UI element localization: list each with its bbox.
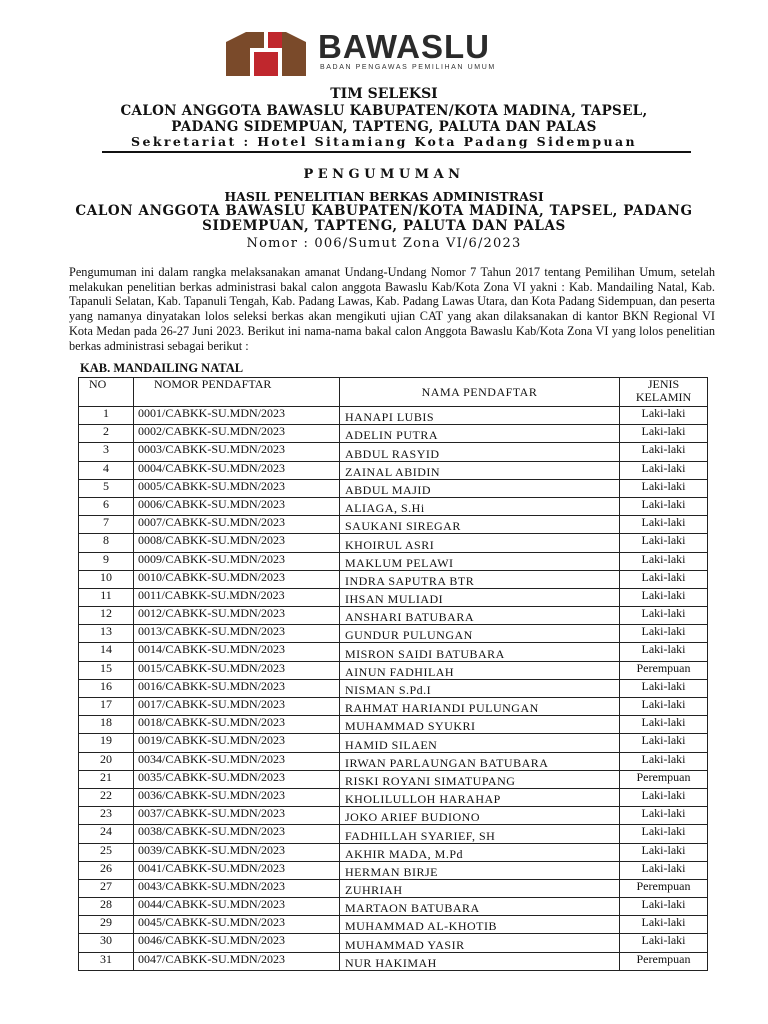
gender: Laki-laki — [620, 861, 708, 879]
applicant-name: KHOLILULLOH HARAHAP — [340, 788, 620, 806]
registration-number: 0036/CABKK-SU.MDN/2023 — [134, 788, 340, 806]
section-title: KAB. MANDAILING NATAL — [80, 361, 244, 375]
table-row — [79, 716, 708, 734]
applicant-name: ZUHRIAH — [340, 879, 620, 897]
row-number: 4 — [79, 461, 134, 479]
table-row — [79, 843, 708, 861]
row-number: 27 — [79, 879, 134, 897]
registration-number: 0046/CABKK-SU.MDN/2023 — [134, 934, 340, 952]
table-row — [79, 552, 708, 570]
gender: Perempuan — [620, 770, 708, 788]
registration-number: 0043/CABKK-SU.MDN/2023 — [134, 879, 340, 897]
gender: Laki-laki — [620, 588, 708, 606]
row-number: 29 — [79, 916, 134, 934]
gender: Laki-laki — [620, 752, 708, 770]
applicant-name: MUHAMMAD YASIR — [340, 934, 620, 952]
row-number: 24 — [79, 825, 134, 843]
bawaslu-logo — [222, 26, 562, 80]
row-number: 8 — [79, 534, 134, 552]
registration-number: 0006/CABKK-SU.MDN/2023 — [134, 497, 340, 515]
applicant-name: ABDUL RASYID — [340, 443, 620, 461]
registration-number: 0045/CABKK-SU.MDN/2023 — [134, 916, 340, 934]
table-row — [79, 861, 708, 879]
applicant-name: MISRON SAIDI BATUBARA — [340, 643, 620, 661]
row-number: 13 — [79, 625, 134, 643]
registration-number: 0017/CABKK-SU.MDN/2023 — [134, 698, 340, 716]
gender: Laki-laki — [620, 934, 708, 952]
gender: Laki-laki — [620, 534, 708, 552]
gender: Perempuan — [620, 879, 708, 897]
gender: Laki-laki — [620, 479, 708, 497]
table-row — [79, 643, 708, 661]
gender: Laki-laki — [620, 716, 708, 734]
table-row — [79, 607, 708, 625]
applicant-name: HERMAN BIRJE — [340, 861, 620, 879]
table-row — [79, 934, 708, 952]
applicant-name: ADELIN PUTRA — [340, 425, 620, 443]
row-number: 2 — [79, 425, 134, 443]
gender: Laki-laki — [620, 916, 708, 934]
table-row — [79, 898, 708, 916]
applicant-name: MUHAMMAD AL-KHOTIB — [340, 916, 620, 934]
applicant-name: INDRA SAPUTRA BTR — [340, 570, 620, 588]
gender: Laki-laki — [620, 843, 708, 861]
header-no: NO — [79, 378, 134, 407]
header-secretariat: Sekretariat : Hotel Sitamiang Kota Padang Sidempuan — [131, 134, 637, 149]
header-committee-line1: CALON ANGGOTA BAWASLU KABUPATEN/KOTA MADINA, TAPSEL, — [120, 103, 648, 119]
announcement-subtitle-2: CALON ANGGOTA BAWASLU KABUPATEN/KOTA MADINA, TAPSEL, PADANG — [75, 203, 693, 219]
registration-number: 0019/CABKK-SU.MDN/2023 — [134, 734, 340, 752]
applicant-name: MUHAMMAD SYUKRI — [340, 716, 620, 734]
gender: Laki-laki — [620, 698, 708, 716]
row-number: 5 — [79, 479, 134, 497]
applicant-name: HAMID SILAEN — [340, 734, 620, 752]
header-divider — [102, 151, 691, 153]
gender: Laki-laki — [620, 607, 708, 625]
gender: Laki-laki — [620, 625, 708, 643]
row-number: 12 — [79, 607, 134, 625]
gender: Laki-laki — [620, 407, 708, 425]
announcement-subtitle-1: HASIL PENELITIAN BERKAS ADMINISTRASI — [224, 189, 544, 204]
table-row — [79, 461, 708, 479]
row-number: 21 — [79, 770, 134, 788]
applicant-name: MARTAON BATUBARA — [340, 898, 620, 916]
announcement-title: PENGUMUMAN — [303, 167, 465, 182]
row-number: 7 — [79, 516, 134, 534]
row-number: 18 — [79, 716, 134, 734]
row-number: 30 — [79, 934, 134, 952]
table-row — [79, 807, 708, 825]
row-number: 15 — [79, 661, 134, 679]
registration-number: 0004/CABKK-SU.MDN/2023 — [134, 461, 340, 479]
applicant-name: SAUKANI SIREGAR — [340, 516, 620, 534]
row-number: 9 — [79, 552, 134, 570]
row-number: 31 — [79, 952, 134, 970]
applicant-name: MAKLUM PELAWI — [340, 552, 620, 570]
table-row — [79, 952, 708, 970]
header-committee-line2: PADANG SIDEMPUAN, TAPTENG, PALUTA DAN PALAS — [171, 119, 597, 135]
table-row — [79, 788, 708, 806]
applicant-table — [78, 377, 708, 971]
registration-number: 0013/CABKK-SU.MDN/2023 — [134, 625, 340, 643]
gender: Laki-laki — [620, 679, 708, 697]
table-row — [79, 497, 708, 515]
row-number: 22 — [79, 788, 134, 806]
row-number: 10 — [79, 570, 134, 588]
registration-number: 0044/CABKK-SU.MDN/2023 — [134, 898, 340, 916]
logo-wordmark: BAWASLU — [318, 28, 490, 65]
table-row — [79, 661, 708, 679]
table-row — [79, 879, 708, 897]
applicant-name: AKHIR MADA, M.Pd — [340, 843, 620, 861]
registration-number: 0011/CABKK-SU.MDN/2023 — [134, 588, 340, 606]
registration-number: 0010/CABKK-SU.MDN/2023 — [134, 570, 340, 588]
row-number: 16 — [79, 679, 134, 697]
table-row — [79, 407, 708, 425]
table-row — [79, 734, 708, 752]
applicant-name: HANAPI LUBIS — [340, 407, 620, 425]
registration-number: 0009/CABKK-SU.MDN/2023 — [134, 552, 340, 570]
applicant-name: KHOIRUL ASRI — [340, 534, 620, 552]
row-number: 19 — [79, 734, 134, 752]
row-number: 14 — [79, 643, 134, 661]
announcement-subtitle-3: SIDEMPUAN, TAPTENG, PALUTA DAN PALAS — [202, 218, 566, 234]
registration-number: 0035/CABKK-SU.MDN/2023 — [134, 770, 340, 788]
registration-number: 0016/CABKK-SU.MDN/2023 — [134, 679, 340, 697]
applicant-name: NUR HAKIMAH — [340, 952, 620, 970]
row-number: 28 — [79, 898, 134, 916]
applicant-name: FADHILLAH SYARIEF, SH — [340, 825, 620, 843]
table-row — [79, 534, 708, 552]
gender: Laki-laki — [620, 643, 708, 661]
applicant-name: ABDUL MAJID — [340, 479, 620, 497]
applicant-name: AINUN FADHILAH — [340, 661, 620, 679]
table-row — [79, 916, 708, 934]
row-number: 20 — [79, 752, 134, 770]
gender: Laki-laki — [620, 497, 708, 515]
applicant-name: ZAINAL ABIDIN — [340, 461, 620, 479]
table-row — [79, 679, 708, 697]
table-row — [79, 770, 708, 788]
row-number: 3 — [79, 443, 134, 461]
registration-number: 0037/CABKK-SU.MDN/2023 — [134, 807, 340, 825]
registration-number: 0015/CABKK-SU.MDN/2023 — [134, 661, 340, 679]
table-row — [79, 588, 708, 606]
announcement-number: Nomor : 006/Sumut Zona VI/6/2023 — [246, 236, 522, 251]
gender: Laki-laki — [620, 825, 708, 843]
intro-paragraph: Pengumuman ini dalam rangka melaksanakan amanat Undang-Undang Nomor 7 Tahun 2017 tentang Pemilihan Umum, setelah melakukan penelitian berkas administrasi bakal calon anggota Bawaslu Kab/Kota Zona VI yakni : Kab. Mandailing Natal, Kab. Tapanuli Selatan, Kab. Tapanuli Tengah, Kab. Padang Lawas, Kab. Padang Lawas Utara, dan Kota Padang Sidempuan, dan peserta yang namanya dinyatakan lolos seleksi berkas akan mengikuti ujian CAT yang akan dilaksanakan di kantor BKN Regional VI Kota Medan pada 26-27 Juni 2023. Berikut ini nama-nama bakal calon Anggota Bawaslu Kab/Kota Zona VI yang lolos penelitian berkas administrasi sebagai berikut : — [69, 265, 715, 353]
registration-number: 0001/CABKK-SU.MDN/2023 — [134, 407, 340, 425]
applicant-name: NISMAN S.Pd.I — [340, 679, 620, 697]
registration-number: 0014/CABKK-SU.MDN/2023 — [134, 643, 340, 661]
row-number: 11 — [79, 588, 134, 606]
table-row — [79, 625, 708, 643]
bawaslu-emblem-icon — [224, 28, 308, 78]
registration-number: 0038/CABKK-SU.MDN/2023 — [134, 825, 340, 843]
table-body — [79, 407, 708, 971]
applicant-name: RAHMAT HARIANDI PULUNGAN — [340, 698, 620, 716]
registration-number: 0018/CABKK-SU.MDN/2023 — [134, 716, 340, 734]
row-number: 26 — [79, 861, 134, 879]
gender: Laki-laki — [620, 807, 708, 825]
gender: Perempuan — [620, 952, 708, 970]
gender: Laki-laki — [620, 552, 708, 570]
row-number: 17 — [79, 698, 134, 716]
row-number: 6 — [79, 497, 134, 515]
row-number: 25 — [79, 843, 134, 861]
table-row — [79, 752, 708, 770]
gender: Laki-laki — [620, 425, 708, 443]
table-row — [79, 516, 708, 534]
header-title: TIM SELEKSI — [330, 86, 438, 102]
gender: Laki-laki — [620, 516, 708, 534]
table-row — [79, 825, 708, 843]
registration-number: 0005/CABKK-SU.MDN/2023 — [134, 479, 340, 497]
gender: Laki-laki — [620, 570, 708, 588]
table-row — [79, 698, 708, 716]
table-row — [79, 479, 708, 497]
registration-number: 0002/CABKK-SU.MDN/2023 — [134, 425, 340, 443]
applicant-name: IHSAN MULIADI — [340, 588, 620, 606]
registration-number: 0008/CABKK-SU.MDN/2023 — [134, 534, 340, 552]
registration-number: 0039/CABKK-SU.MDN/2023 — [134, 843, 340, 861]
applicant-name: ANSHARI BATUBARA — [340, 607, 620, 625]
gender: Laki-laki — [620, 443, 708, 461]
table-row — [79, 425, 708, 443]
applicant-name: ALIAGA, S.Hi — [340, 497, 620, 515]
gender: Laki-laki — [620, 788, 708, 806]
gender: Perempuan — [620, 661, 708, 679]
header-gender: JENIS KELAMIN — [620, 378, 708, 407]
row-number: 23 — [79, 807, 134, 825]
applicant-name: IRWAN PARLAUNGAN BATUBARA — [340, 752, 620, 770]
gender: Laki-laki — [620, 898, 708, 916]
applicant-name: RISKI ROYANI SIMATUPANG — [340, 770, 620, 788]
registration-number: 0012/CABKK-SU.MDN/2023 — [134, 607, 340, 625]
logo-subtitle: BADAN PENGAWAS PEMILIHAN UMUM — [320, 64, 496, 71]
registration-number: 0041/CABKK-SU.MDN/2023 — [134, 861, 340, 879]
table-row — [79, 443, 708, 461]
registration-number: 0007/CABKK-SU.MDN/2023 — [134, 516, 340, 534]
registration-number: 0003/CABKK-SU.MDN/2023 — [134, 443, 340, 461]
header-applicant-name: NAMA PENDAFTAR — [340, 378, 620, 407]
applicant-name: JOKO ARIEF BUDIONO — [340, 807, 620, 825]
applicant-name: GUNDUR PULUNGAN — [340, 625, 620, 643]
gender: Laki-laki — [620, 461, 708, 479]
registration-number: 0047/CABKK-SU.MDN/2023 — [134, 952, 340, 970]
row-number: 1 — [79, 407, 134, 425]
table-header-row — [79, 378, 708, 407]
registration-number: 0034/CABKK-SU.MDN/2023 — [134, 752, 340, 770]
header-registration-number: NOMOR PENDAFTAR — [134, 378, 340, 407]
table-row — [79, 570, 708, 588]
gender: Laki-laki — [620, 734, 708, 752]
